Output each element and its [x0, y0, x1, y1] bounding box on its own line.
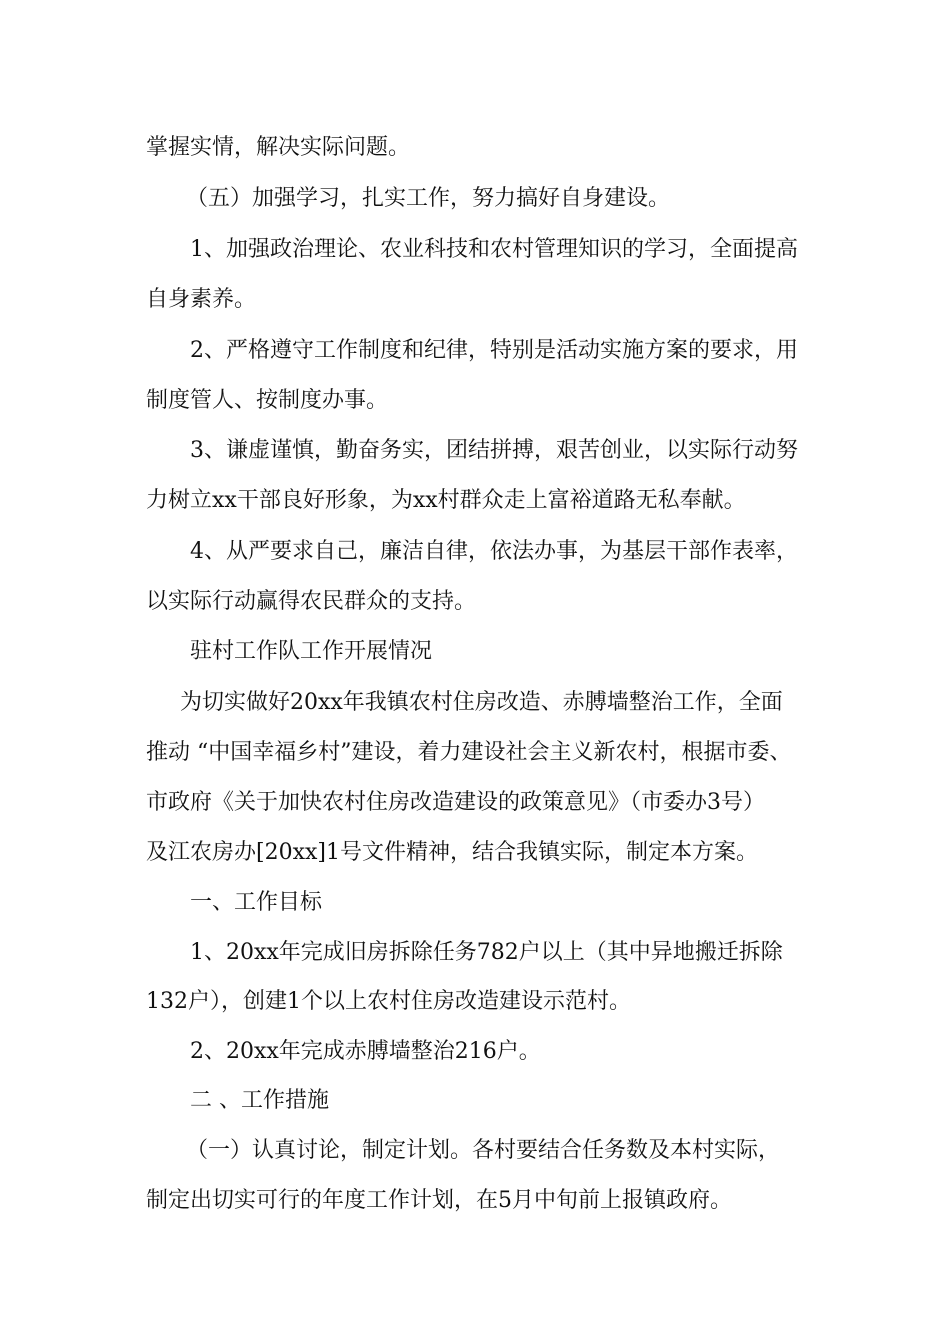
text-line: 推动 “中国幸福乡村”建设，着力建设社会主义新农村，根据市委、	[146, 740, 792, 765]
section-heading: 一、工作目标	[190, 890, 323, 915]
text-line: 2、严格遵守工作制度和纪律，特别是活动实施方案的要求，用	[190, 338, 798, 363]
text-line: 制度管人、按制度办事。	[146, 388, 389, 413]
text-line: 市政府《关于加快农村住房改造建设的政策意见》（市委办3号）	[146, 790, 765, 815]
text-line: （五）加强学习，扎实工作，努力搞好自身建设。	[186, 186, 671, 211]
text-line: （一）认真讨论，制定计划。各村要结合任务数及本村实际，	[186, 1138, 781, 1163]
text-line: 1、加强政治理论、农业科技和农村管理知识的学习，全面提高	[190, 237, 798, 262]
section-heading: 驻村工作队工作开展情况	[190, 639, 433, 664]
text-line: 力树立xx干部良好形象，为xx村群众走上富裕道路无私奉献。	[146, 488, 746, 513]
text-line: 132户），创建1个以上农村住房改造建设示范村。	[146, 989, 631, 1014]
text-line: 自身素养。	[146, 287, 257, 312]
text-line: 3、谦虚谨慎，勤奋务实，团结拼搏，艰苦创业，以实际行动努	[190, 438, 798, 463]
section-heading: 二 、工作措施	[190, 1088, 329, 1113]
text-line: 以实际行动赢得农民群众的支持。	[146, 589, 477, 614]
text-line: 及江农房办[20xx]1号文件精神，结合我镇实际，制定本方案。	[146, 840, 758, 865]
text-line: 1、20xx年完成旧房拆除任务782户以上（其中异地搬迁拆除	[190, 940, 783, 965]
text-line: 2、20xx年完成赤膊墙整治216户。	[190, 1039, 541, 1064]
text-line: 4、从严要求自己，廉洁自律，依法办事，为基层干部作表率，	[190, 539, 798, 564]
text-line: 掌握实情，解决实际问题。	[146, 135, 411, 160]
text-line: 制定出切实可行的年度工作计划，在5月中旬前上报镇政府。	[146, 1188, 732, 1213]
text-line: 为切实做好20xx年我镇农村住房改造、赤膊墙整治工作，全面	[180, 690, 783, 715]
